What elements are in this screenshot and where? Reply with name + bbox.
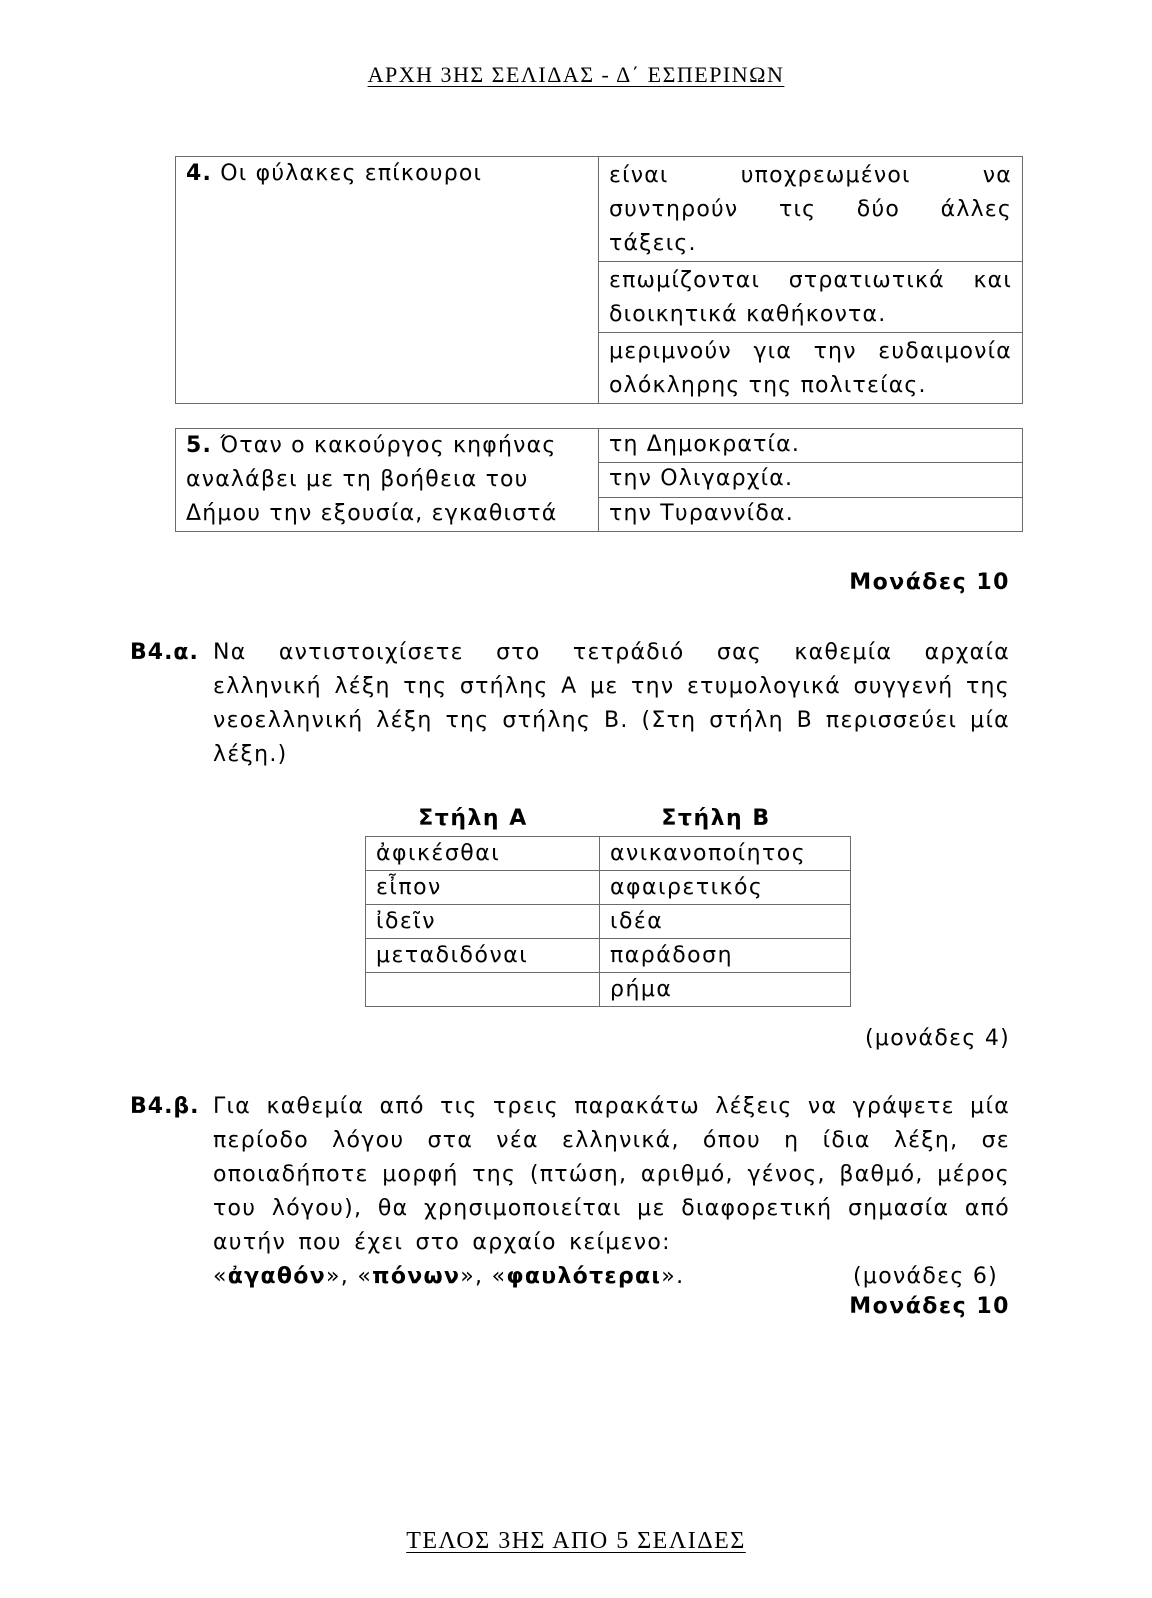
page-header [0,62,1152,88]
table-row [366,871,851,905]
table-row [366,939,851,973]
b4a-instructions: Να αντιστοιχίσετε στο τετράδιό σας καθεμία αρχαία ελληνική λέξη της στήλης Α με την ετυμολογικά συγγενή της νεοελληνική λέξη της στήλης Β. (Στη στήλη Β περισσεύει μία λέξη.) [213,640,1010,767]
b4a-label: Β4.α. [130,640,199,665]
item-4-number: 4. [186,161,213,186]
table-row [366,905,851,939]
item-4-option-3: μεριμνούν για την ευδαιμονία ολόκληρης της πολιτείας. [599,333,1023,404]
item-4-option-1: είναι υποχρεωμένοι να συντηρούν τις δύο άλλες τάξεις. [599,157,1023,262]
column-b-cell: ρήμα [600,973,851,1007]
b4b-words-line: «ἀγαθόν», «πόνων», «φαυλότεραι». (μονάδες 6) [213,1260,1010,1294]
column-a-header: Στήλη Α [418,806,528,831]
b4b-word-2: πόνων [372,1264,461,1289]
b4b-word-3: φαυλότεραι [506,1264,662,1289]
b4b-instructions: Για καθεμία από τις τρεις παρακάτω λέξεις να γράψετε μία περίοδο λόγου στα νέα ελληνικά, όπου η ίδια λέξη, σε οποιαδήποτε μορφή της (πτώση, αριθμό, γένος, βαθμό, μέρος του λόγου), θα χρησιμοποιείται με διαφορετική σημασία από αυτήν που έχει στο αρχαίο κείμενο: [213,1094,1010,1255]
section-b4-points: Μονάδες 10 [849,1294,1010,1319]
b4a-text [213,636,1010,772]
section-b3-points: Μονάδες 10 [849,570,1010,595]
column-b-cell: αφαιρετικός [600,871,851,905]
b4b-word-1: ἀγαθόν [227,1264,326,1289]
b4b-text [213,1090,1010,1294]
item-5-stem [176,429,599,532]
item-5-number: 5. [186,433,213,458]
table-row [366,837,851,871]
b4b-label: Β4.β. [130,1094,200,1119]
item-5-option-3: την Τυραννίδα. [599,497,1023,531]
item-4-stem-text: Οι φύλακες επίκουροι [212,161,483,186]
b4a-points: (μονάδες 4) [865,1026,1010,1051]
item-4-stem [176,157,599,404]
item-5-option-2: την Ολιγαρχία. [599,463,1023,497]
column-a-cell: ἰδεῖν [366,905,600,939]
column-b-cell: ανικανοποίητος [600,837,851,871]
column-a-cell: μεταδιδόναι [366,939,600,973]
item-5-option-1: τη Δημοκρατία. [599,429,1023,463]
column-a-cell [366,973,600,1007]
column-b-cell: παράδοση [600,939,851,973]
b4b-points: (μονάδες 6) [853,1264,998,1289]
column-b-header: Στήλη Β [661,806,771,831]
item-4-table [175,156,1023,404]
matching-table [365,836,851,1007]
column-a-cell: εἶπον [366,871,600,905]
item-5-stem-text: Όταν ο κακούργος κηφήνας αναλάβει με τη βοήθεια του Δήμου την εξουσία, εγκαθιστά [186,433,558,526]
item-5-table [175,428,1023,532]
item-4-option-2: επωμίζονται στρατιωτικά και διοικητικά καθήκοντα. [599,262,1023,333]
page-header-text: ΑΡΧΗ 3ΗΣ ΣΕΛΙΔΑΣ - Δ΄ ΕΣΠΕΡΙΝΩΝ [367,62,785,87]
page-footer-text: ΤΕΛΟΣ 3ΗΣ ΑΠΟ 5 ΣΕΛΙΔΕΣ [406,1528,746,1554]
column-a-cell: ἀφικέσθαι [366,837,600,871]
column-b-cell: ιδέα [600,905,851,939]
table-row [366,973,851,1007]
page-footer [0,1528,1152,1555]
